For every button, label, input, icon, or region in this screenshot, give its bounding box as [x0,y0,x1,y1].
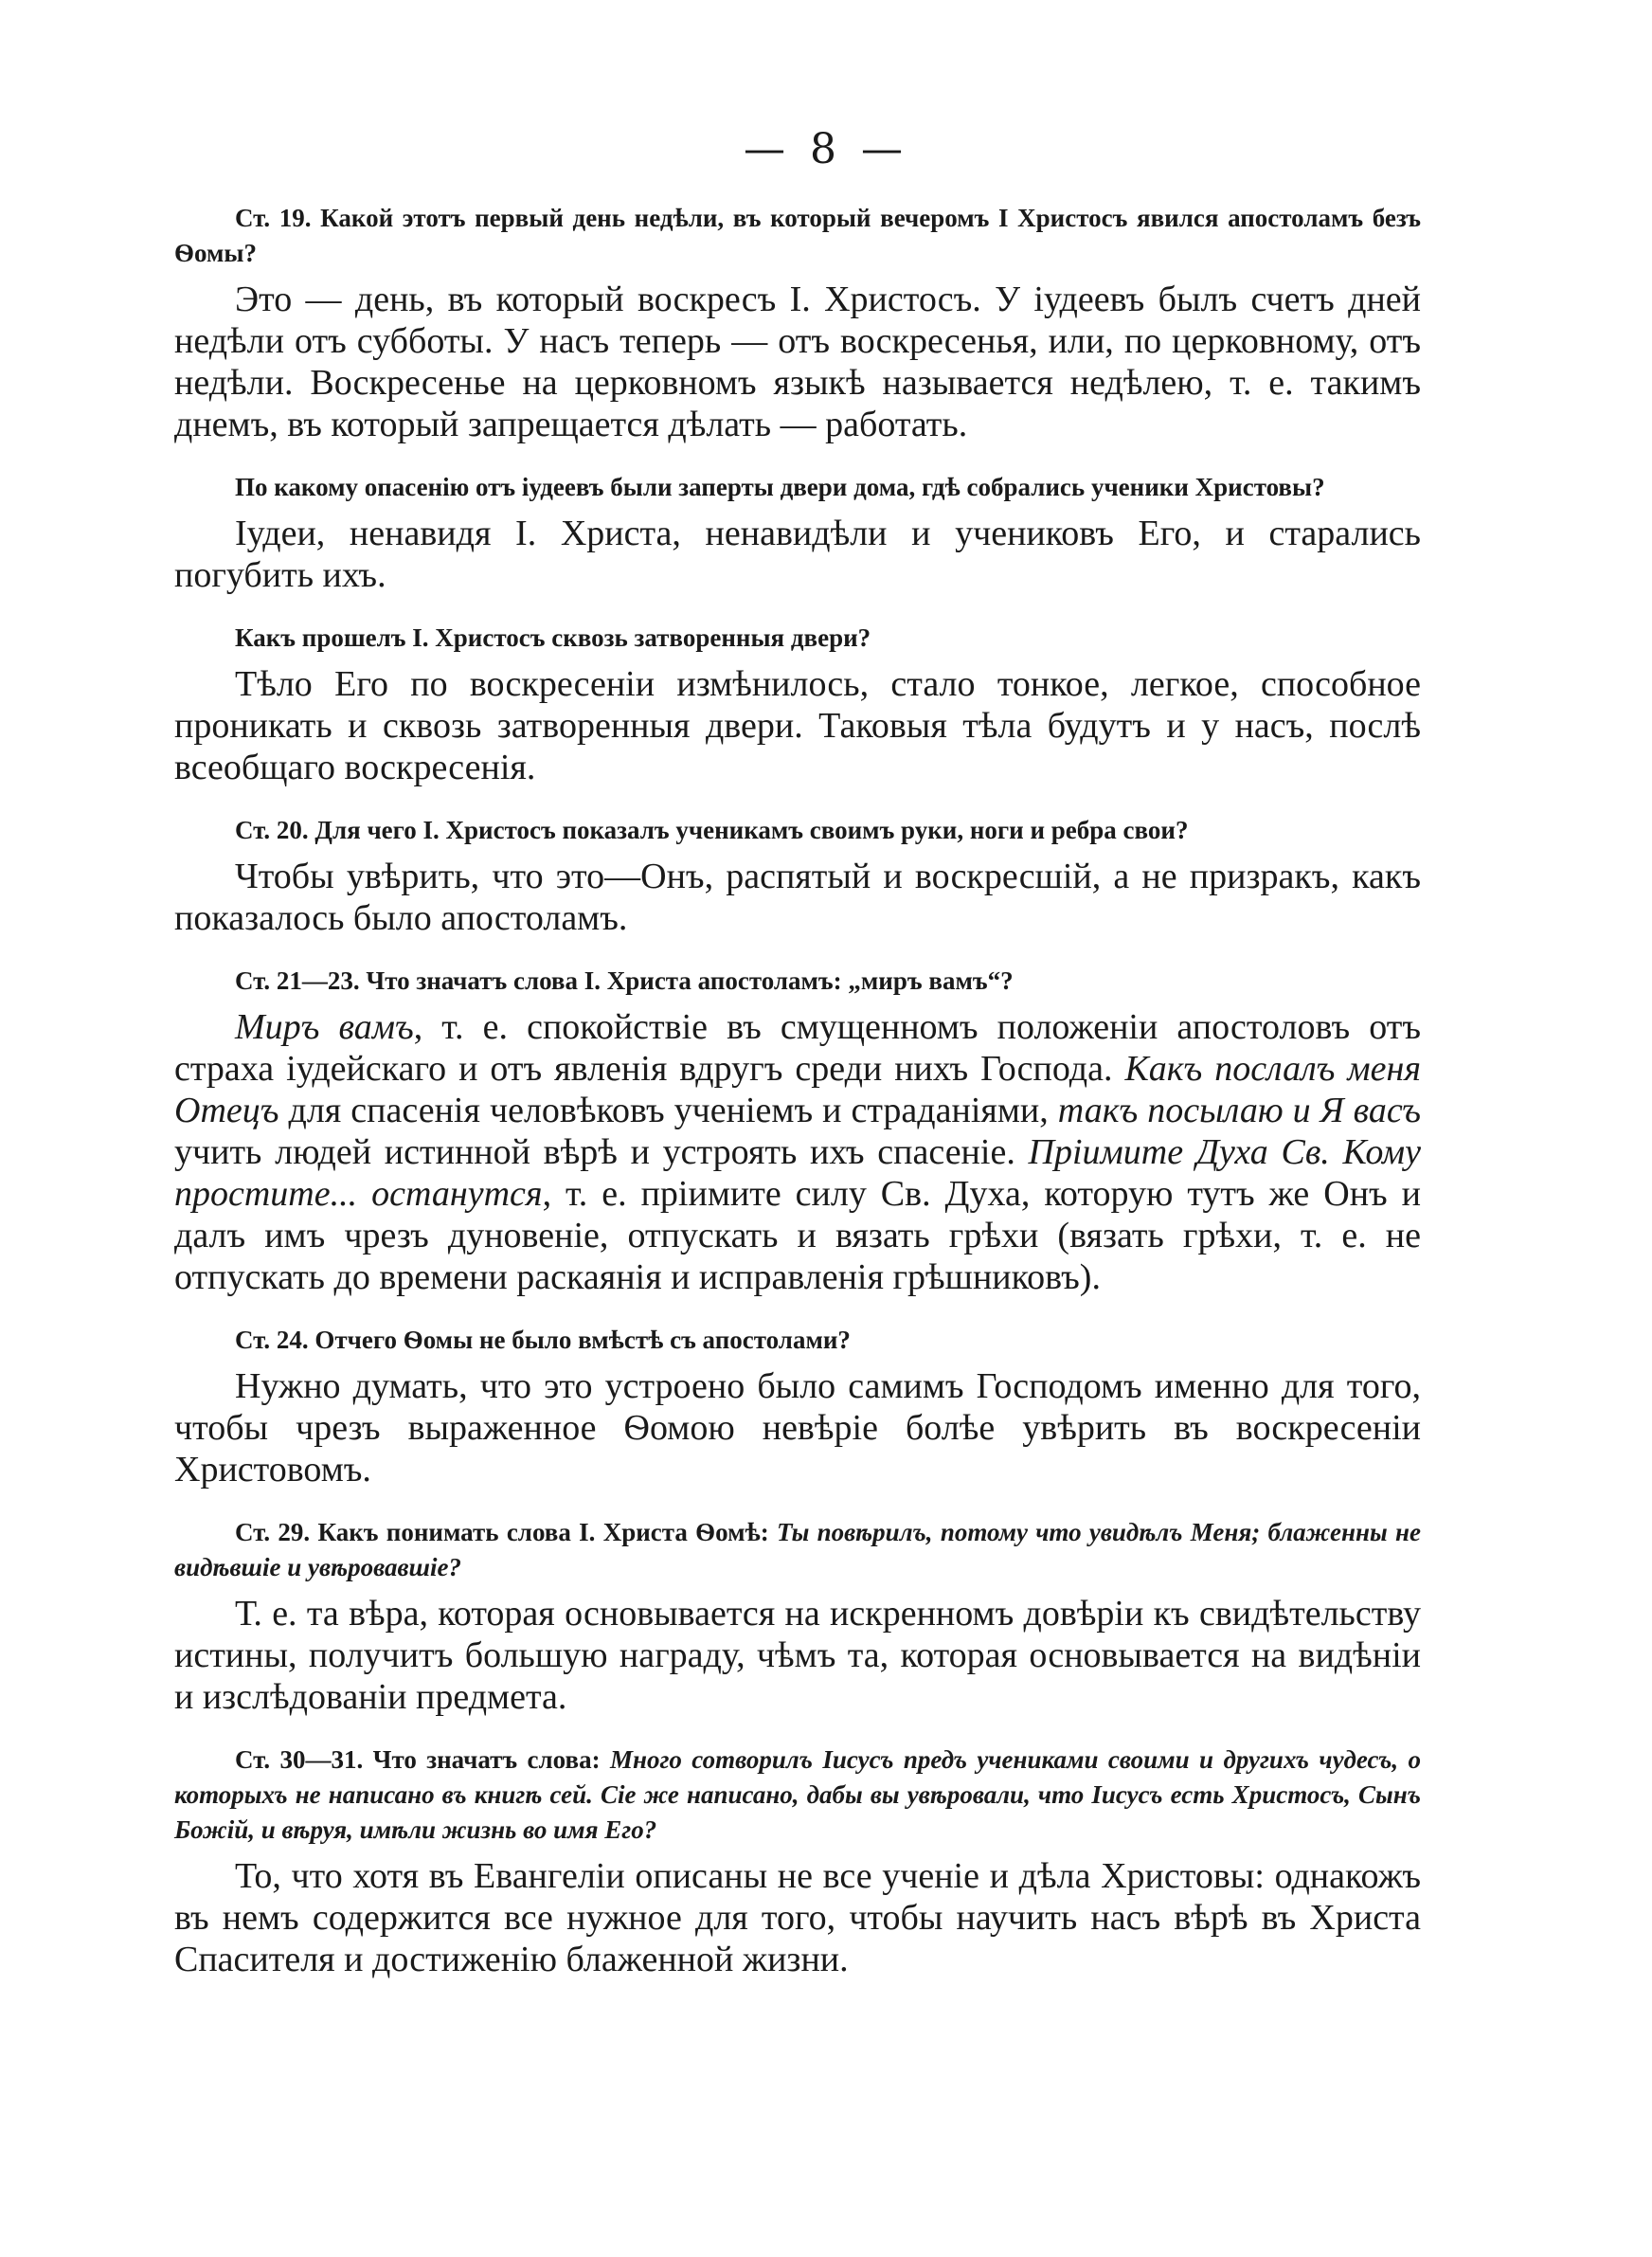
qa-block [174,1742,1421,1980]
answer-text-italic: такъ посылаю и Я васъ [1057,1091,1421,1130]
question: Какъ прошелъ I. Христосъ сквозь затворенныя двери? [235,623,871,652]
question: Ст. 19. Какой этотъ первый день недѣли, въ который вечеромъ I Христосъ явился апостоламъ безъ Ѳомы? [174,204,1421,267]
qa-block [174,1323,1421,1490]
question-text: Ст. 30—31. Что значатъ слова: [235,1745,610,1774]
question [174,1515,1421,1585]
qa-block [174,621,1421,788]
question [174,1742,1421,1848]
answer: Нужно думать, что это устроено было самимъ Господомъ именно для того, чтобы чрезъ выраженное Ѳомою невѣріе болѣе увѣрить въ воскресеніи Христовомъ. [174,1366,1421,1490]
question: Ст. 21—23. Что значатъ слова I. Христа апостоламъ: „миръ вамъ“? [235,966,1014,995]
question: Ст. 24. Отчего Ѳомы не было вмѣстѣ съ апостолами? [235,1326,851,1354]
answer-text: для спасенія человѣковъ ученіемъ и страданіями, [278,1091,1058,1130]
answer: Тѣло Его по воскресеніи измѣнилось, стало тонкое, легкое, способное проникать и сквозь затворенныя двери. Таковыя тѣла будутъ и у насъ, послѣ всеобщаго воскресенія. [174,664,1421,787]
page-number: — 8 — [744,125,908,173]
question: По какому опасенію отъ іудеевъ были заперты двери дома, гдѣ собрались ученики Христовы? [235,473,1325,501]
qa-block [174,964,1421,1298]
answer: То, что хотя въ Евангеліи описаны не все ученіе и дѣла Христовы: однакожъ въ немъ содержится все нужное для того, чтобы научить насъ вѣрѣ въ Христа Спасителя и достиженію блаженной жизни. [174,1856,1421,1979]
answer: Это — день, въ который воскресъ I. Христосъ. У іудеевъ былъ счетъ дней недѣли отъ субботы. У насъ теперь — отъ воскресенья, или, по церковному, отъ недѣли. Воскресенье на церковномъ языкѣ называется недѣлею, т. е. такимъ днемъ, въ который запрещается дѣлать — работать. [174,280,1421,444]
answer-text: учить людей истинной вѣрѣ и устроять ихъ спасеніе. [174,1132,1029,1172]
answer: Іудеи, ненавидя I. Христа, ненавидѣли и учениковъ Его, и старались погубить ихъ. [174,514,1421,595]
answer-text-italic: Миръ вамъ [235,1007,414,1047]
answer-text: , т. е. пріимите силу Св. Духа, которую тутъ же Онъ и далъ имъ чрезъ дуновеніе, отпускать и вязать грѣхи (вязать грѣхи, т. е. не отпускать до времени раскаянія и исправленія грѣшниковъ). [174,1174,1421,1297]
answer-text: , т. е. спокойствіе въ смущенномъ положеніи апостоловъ отъ страха іудейскаго и отъ явленія вдругъ среди нихъ Господа. [174,1007,1421,1089]
answer-text-italic: Пріимите Духа Св. Кому простите... останутся [174,1132,1421,1214]
answer-text-italic: Какъ послалъ меня Отецъ [174,1049,1422,1130]
qa-block [174,1515,1421,1718]
qa-block [174,470,1421,596]
answer: Чтобы увѣрить, что это—Онъ, распятый и воскресшій, а не призракъ, какъ показалось было апостоламъ. [174,857,1421,938]
qa-block [174,813,1421,939]
question: Ст. 20. Для чего I. Христосъ показалъ ученикамъ своимъ руки, ноги и ребра свои? [235,816,1189,844]
question-text-italic: Много сотворилъ Іисусъ предъ учениками своими и другихъ чудесъ, о которыхъ не написано въ книгѣ сей. Сіе же написано, дабы вы увѣровали, что Іисусъ есть Христосъ, Сынъ Божій, и вѣруя, имѣли жизнь во имя Его? [174,1745,1421,1844]
answer: Т. е. та вѣра, которая основывается на искренномъ довѣріи къ свидѣтельству истины, получитъ большую награду, чѣмъ та, которая основывается на видѣніи и изслѣдованіи предмета. [174,1594,1421,1717]
qa-block [174,201,1421,445]
answer [174,1006,1421,1298]
page-content [174,201,1421,2005]
question-text: Ст. 29. Какъ понимать слова I. Христа Ѳомѣ: [235,1518,778,1546]
question-text-italic: Ты повѣрилъ, потому что увидѣлъ Меня; блаженны не видѣвшіе и увѣровавшіе? [174,1518,1421,1581]
